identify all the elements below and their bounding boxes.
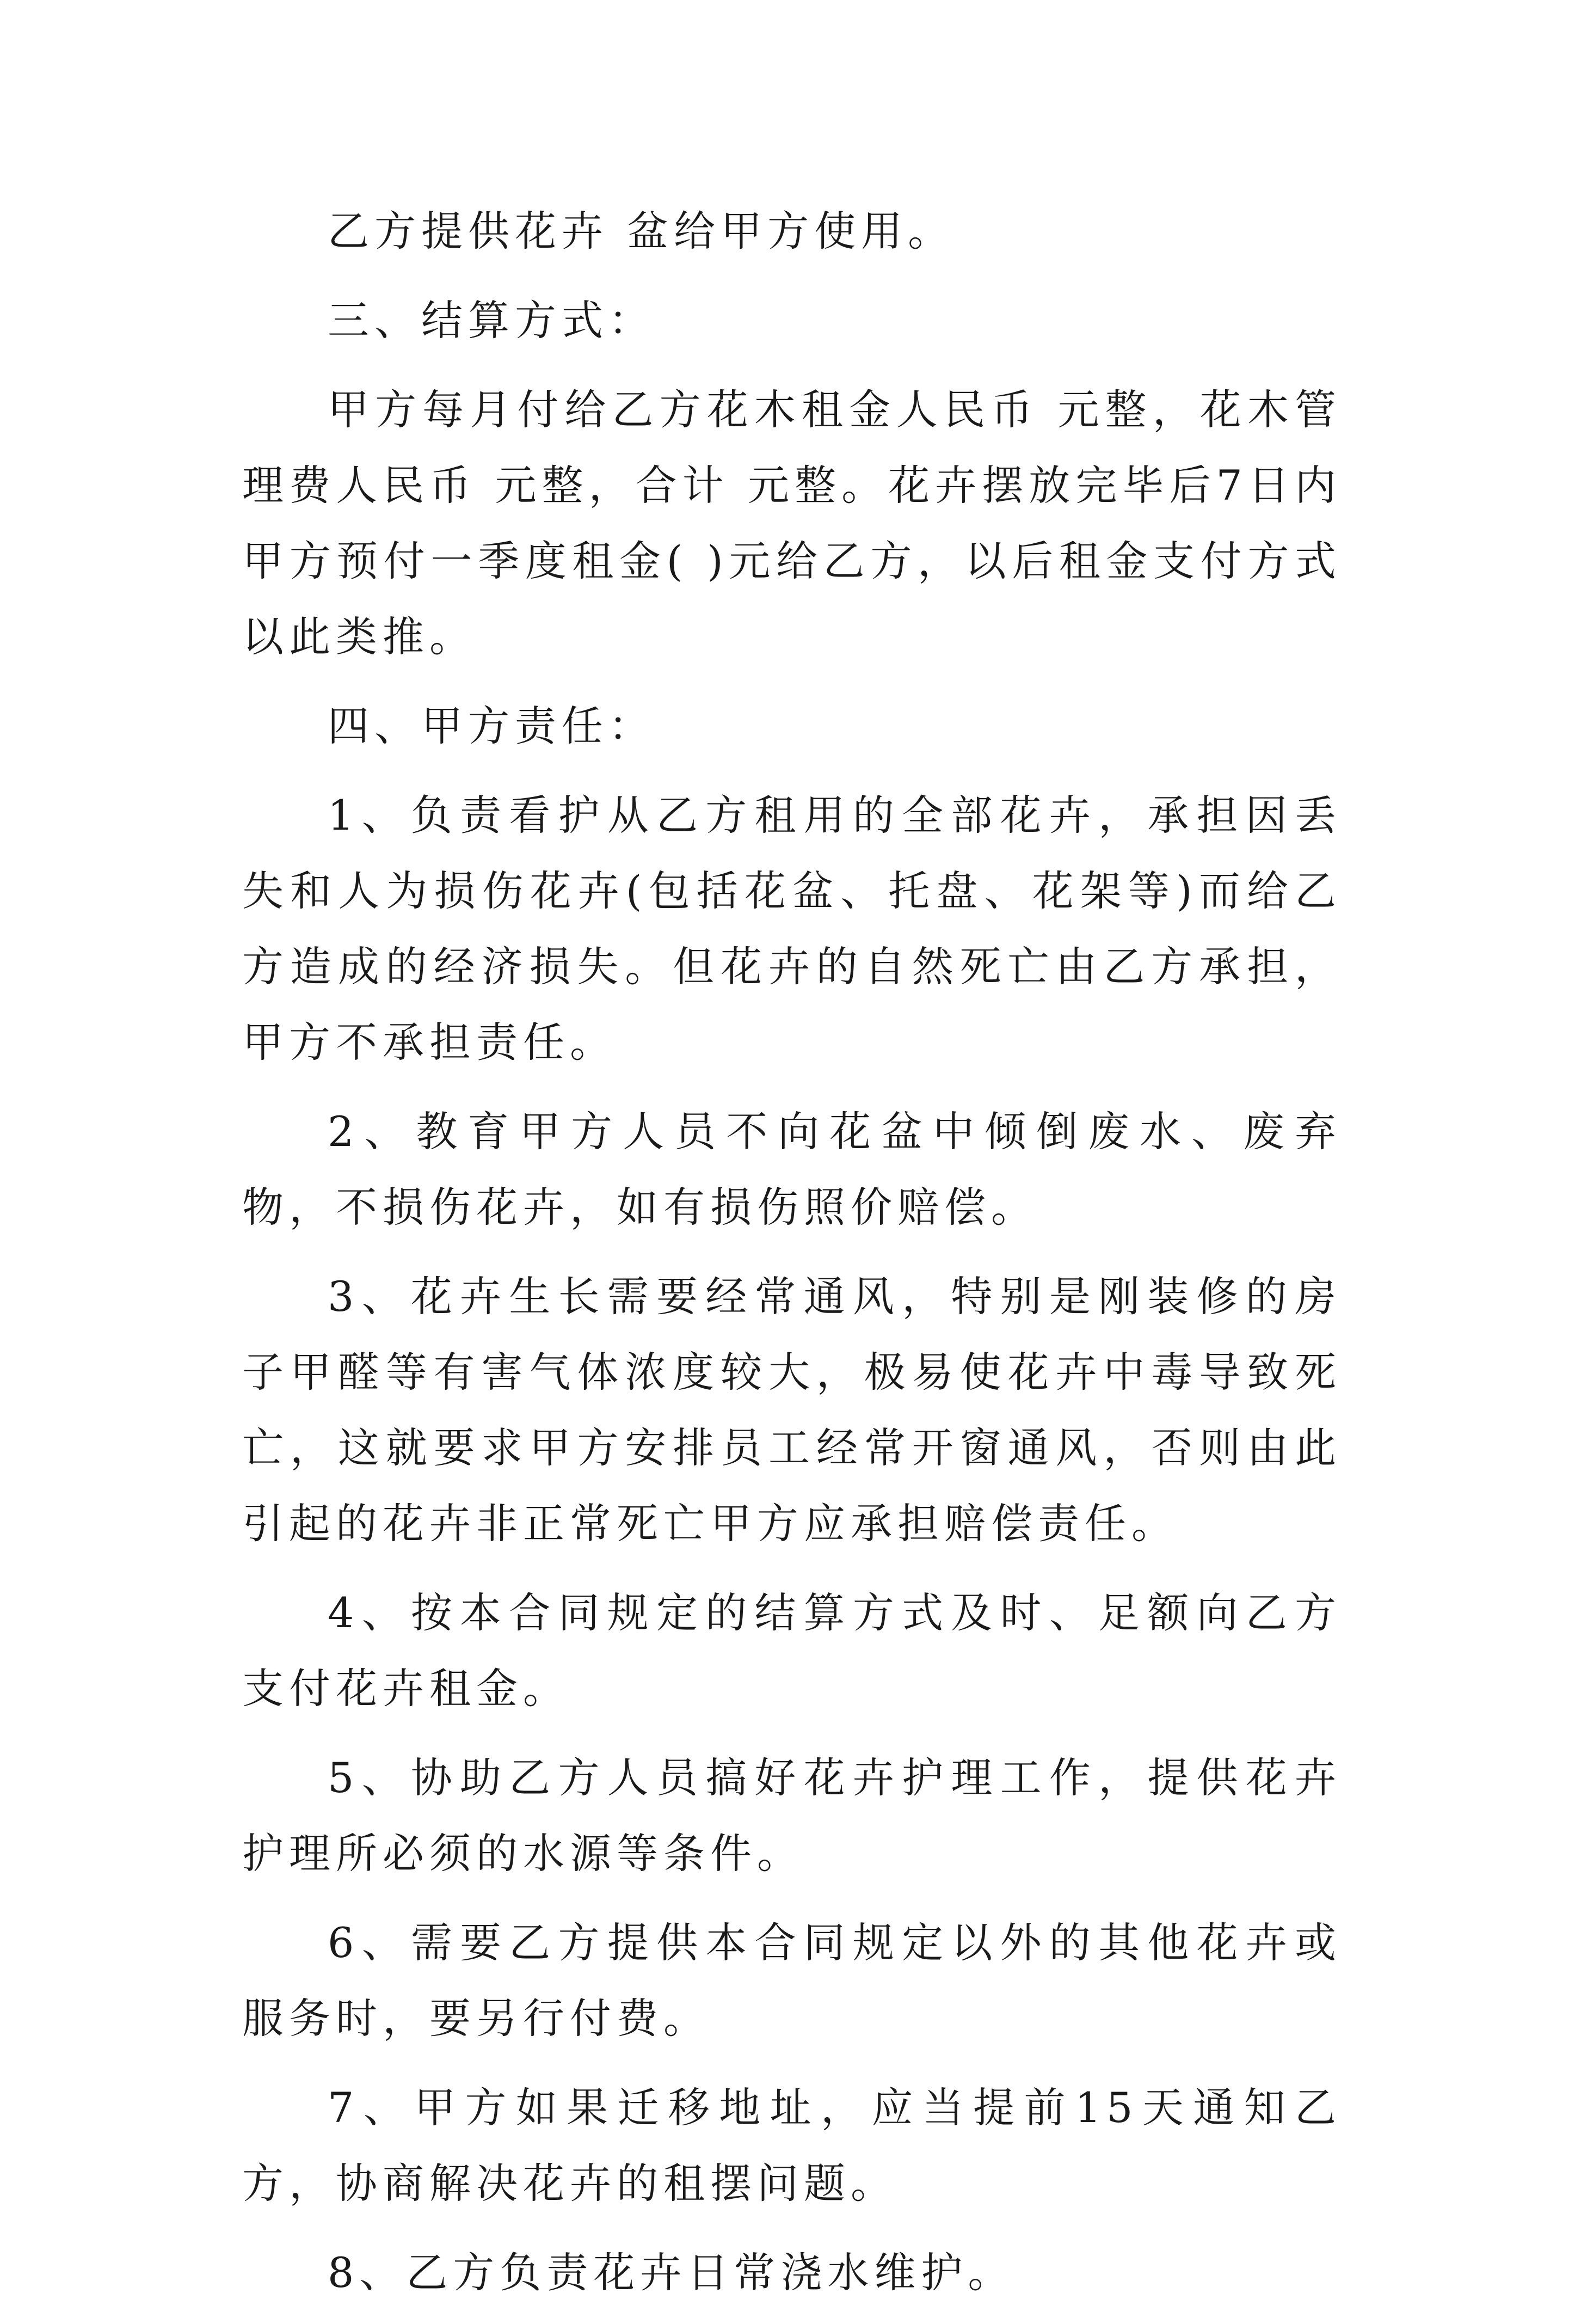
section-heading-settlement: 三、结算方式： (328, 296, 655, 345)
clause-8: 8、乙方负责花卉日常浇水维护。 (328, 2248, 1015, 2297)
paragraph-settlement-terms: 甲方每月付给乙方花木租金人民币 元整，花木管理费人民币 元整，合计 元整。花卉摆放完毕后7日内甲方预付一季度租金( )元给乙方，以后租金支付方式以此类推。 (242, 385, 1342, 661)
clause-6: 6、需要乙方提供本合同规定以外的其他花卉或服务时，要另行付费。 (242, 1918, 1342, 2043)
clause-3: 3、花卉生长需要经常通风，特别是刚装修的房子甲醛等有害气体浓度较大，极易使花卉中毒导致死亡，这就要求甲方安排员工经常开窗通风，否则由此引起的花卉非正常死亡甲方应承担赔偿责任。 (242, 1272, 1342, 1548)
clause-7: 7、甲方如果迁移地址，应当提前15天通知乙方，协商解决花卉的租摆问题。 (242, 2083, 1342, 2208)
paragraph-supply-flowers: 乙方提供花卉 盆给甲方使用。 (328, 207, 955, 255)
clause-5: 5、协助乙方人员搞好花卉护理工作，提供花卉护理所必须的水源等条件。 (242, 1753, 1342, 1878)
section-heading-party-a-duties: 四、甲方责任： (328, 702, 655, 750)
clause-2: 2、教育甲方人员不向花盆中倾倒废水、废弃物，不损伤花卉，如有损伤照价赔偿。 (242, 1107, 1342, 1231)
clause-4: 4、按本合同规定的结算方式及时、足额向乙方支付花卉租金。 (242, 1589, 1342, 1713)
clause-1: 1、负责看护从乙方租用的全部花卉，承担因丢失和人为损伤花卉(包括花盆、托盘、花架等)而给乙方造成的经济损失。但花卉的自然死亡由乙方承担，甲方不承担责任。 (242, 791, 1342, 1066)
document-body (242, 193, 1342, 2324)
